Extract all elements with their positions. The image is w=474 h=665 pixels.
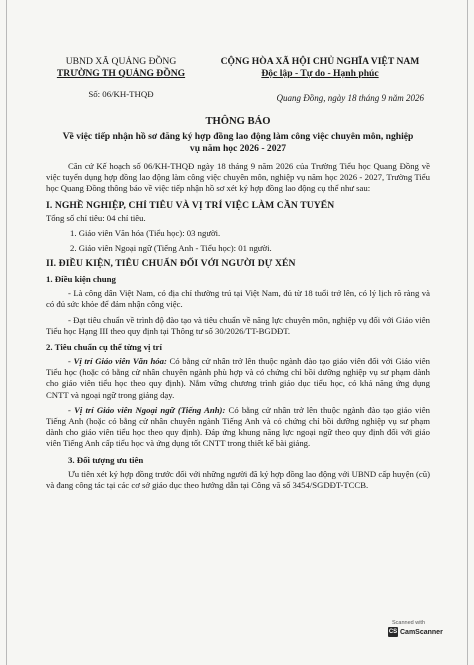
- total-quota: Tổng số chỉ tiêu: 04 chỉ tiêu.: [46, 212, 146, 223]
- reference-number: Số: 06/KH-THQĐ: [88, 89, 154, 99]
- camscanner-logo-icon: CS: [388, 629, 398, 635]
- agency-line2: TRƯỜNG TH QUẢNG ĐỒNG: [56, 68, 186, 79]
- general-condition-2: - Đạt tiêu chuẩn về trình độ đào tạo và tiêu chuẩn về năng lực chuyên môn, nghiệp vụ đối với Giáo viên Tiểu học Hạng III theo quy định tại Thông tư số 30/2026/TT-BGDĐT.: [46, 314, 430, 336]
- section-1-heading: I. NGHỀ NGHIỆP, CHỈ TIÊU VÀ VỊ TRÍ VIỆC LÀM CẦN TUYỂN: [46, 199, 335, 211]
- national-title: [210, 56, 430, 104]
- scan-edge-right: [467, 0, 468, 665]
- intro-paragraph: Căn cứ Kế hoạch số 06/KH-THQĐ ngày 18 tháng 9 năm 2026 của Trường Tiểu học Quang Đồng về việc tuyển dụng hợp đồng lao động làm công việc chuyên môn, nghiệp vụ năm học 2026 - 2027, Trường Tiểu học Quang Đồng thông báo về việc tiếp nhận hồ sơ xét ký hợp đồng lao động cụ thể như sau:: [46, 161, 430, 194]
- national-motto: Độc lập - Tự do - Hạnh phúc: [261, 68, 379, 79]
- issuing-agency: [46, 56, 196, 100]
- position-label: - Vị trí Giáo viên Văn hóa:: [68, 356, 167, 367]
- position-label: - Vị trí Giáo viên Ngoại ngữ (Tiếng Anh):: [68, 404, 226, 415]
- list-item: 1. Giáo viên Văn hóa (Tiểu học): 03 người.: [70, 227, 221, 238]
- camscanner-brand: [388, 627, 450, 637]
- agency-line1: UBND XÃ QUẢNG ĐỒNG: [65, 56, 177, 67]
- camscanner-name: CamScanner: [400, 628, 443, 636]
- issue-date: Quang Đồng, ngày 18 tháng 9 năm 2026: [276, 93, 424, 103]
- nation-name: CỘNG HÒA XÃ HỘI CHỦ NGHĨA VIỆT NAM: [220, 56, 420, 67]
- position-culture-teacher: [46, 356, 430, 401]
- general-condition-1: - Là công dân Việt Nam, có địa chỉ thường trú tại Việt Nam, đủ từ 18 tuổi trở lên, có lý lịch rõ ràng và có đủ sức khỏe để đảm nhận công việc.: [46, 288, 430, 310]
- position-english-teacher: [46, 405, 430, 450]
- position-text: Có bằng cử nhân trở lên thuộc ngành đào tạo giáo viên Tiếng Anh (hoặc có bằng cử nhân chuyên ngành Tiếng Anh và có chứng chỉ bồi dưỡng nghiệp vụ sư phạm dành cho giáo viên tiểu học theo quy định). Đáp ứng khung năng lực ngoại ngữ theo quy định đối với giáo viên Tiếng Anh cấp tiểu học và ứng dụng tốt CNTT trong thiết kế bài giảng.: [46, 404, 430, 449]
- document-title: THÔNG BÁO: [205, 116, 271, 127]
- priority-heading: 3. Đối tượng ưu tiên: [68, 454, 144, 465]
- document-header: [46, 56, 430, 104]
- position-text: Có bằng cử nhân trở lên thuộc ngành đào tạo giáo viên đối với Giáo viên Tiểu học (hoặc có bằng cử nhân chuyên ngành phù hợp và có chứng chỉ bồi dưỡng nghiệp vụ sư phạm dành cho giáo viên tiểu học theo quy định). Nắm vững chương trình giáo dục tiểu học, có khả năng ứng dụng CNTT và ngoại ngữ trong giảng dạy.: [46, 356, 430, 400]
- document-subtitle: Về việc tiếp nhận hồ sơ đăng ký hợp đồng lao động làm công việc chuyên môn, nghiệp vụ năm học 2026 - 2027: [62, 131, 414, 154]
- priority-paragraph: Ưu tiên xét ký hợp đồng trước đối với những người đã ký hợp đồng lao động với UBND cấp huyện (cũ) và đang công tác tại các cơ sở giáo dục theo hướng dẫn tại Công vă số 3454/SGDĐT-TCCB.: [46, 468, 430, 490]
- camscanner-watermark: [388, 620, 450, 637]
- section-2-heading: II. ĐIỀU KIỆN, TIÊU CHUẨN ĐỐI VỚI NGƯỜI DỰ XÉN: [46, 258, 296, 270]
- specific-standards-heading: 2. Tiêu chuẩn cụ thể từng vị trí: [46, 342, 162, 353]
- general-conditions-heading: 1. Điều kiện chung: [46, 274, 116, 285]
- scan-edge-left: [6, 0, 7, 665]
- list-item: 2. Giáo viên Ngoại ngữ (Tiếng Anh - Tiểu học): 01 người.: [70, 243, 272, 254]
- scanned-with-label: Scanned with: [392, 620, 426, 626]
